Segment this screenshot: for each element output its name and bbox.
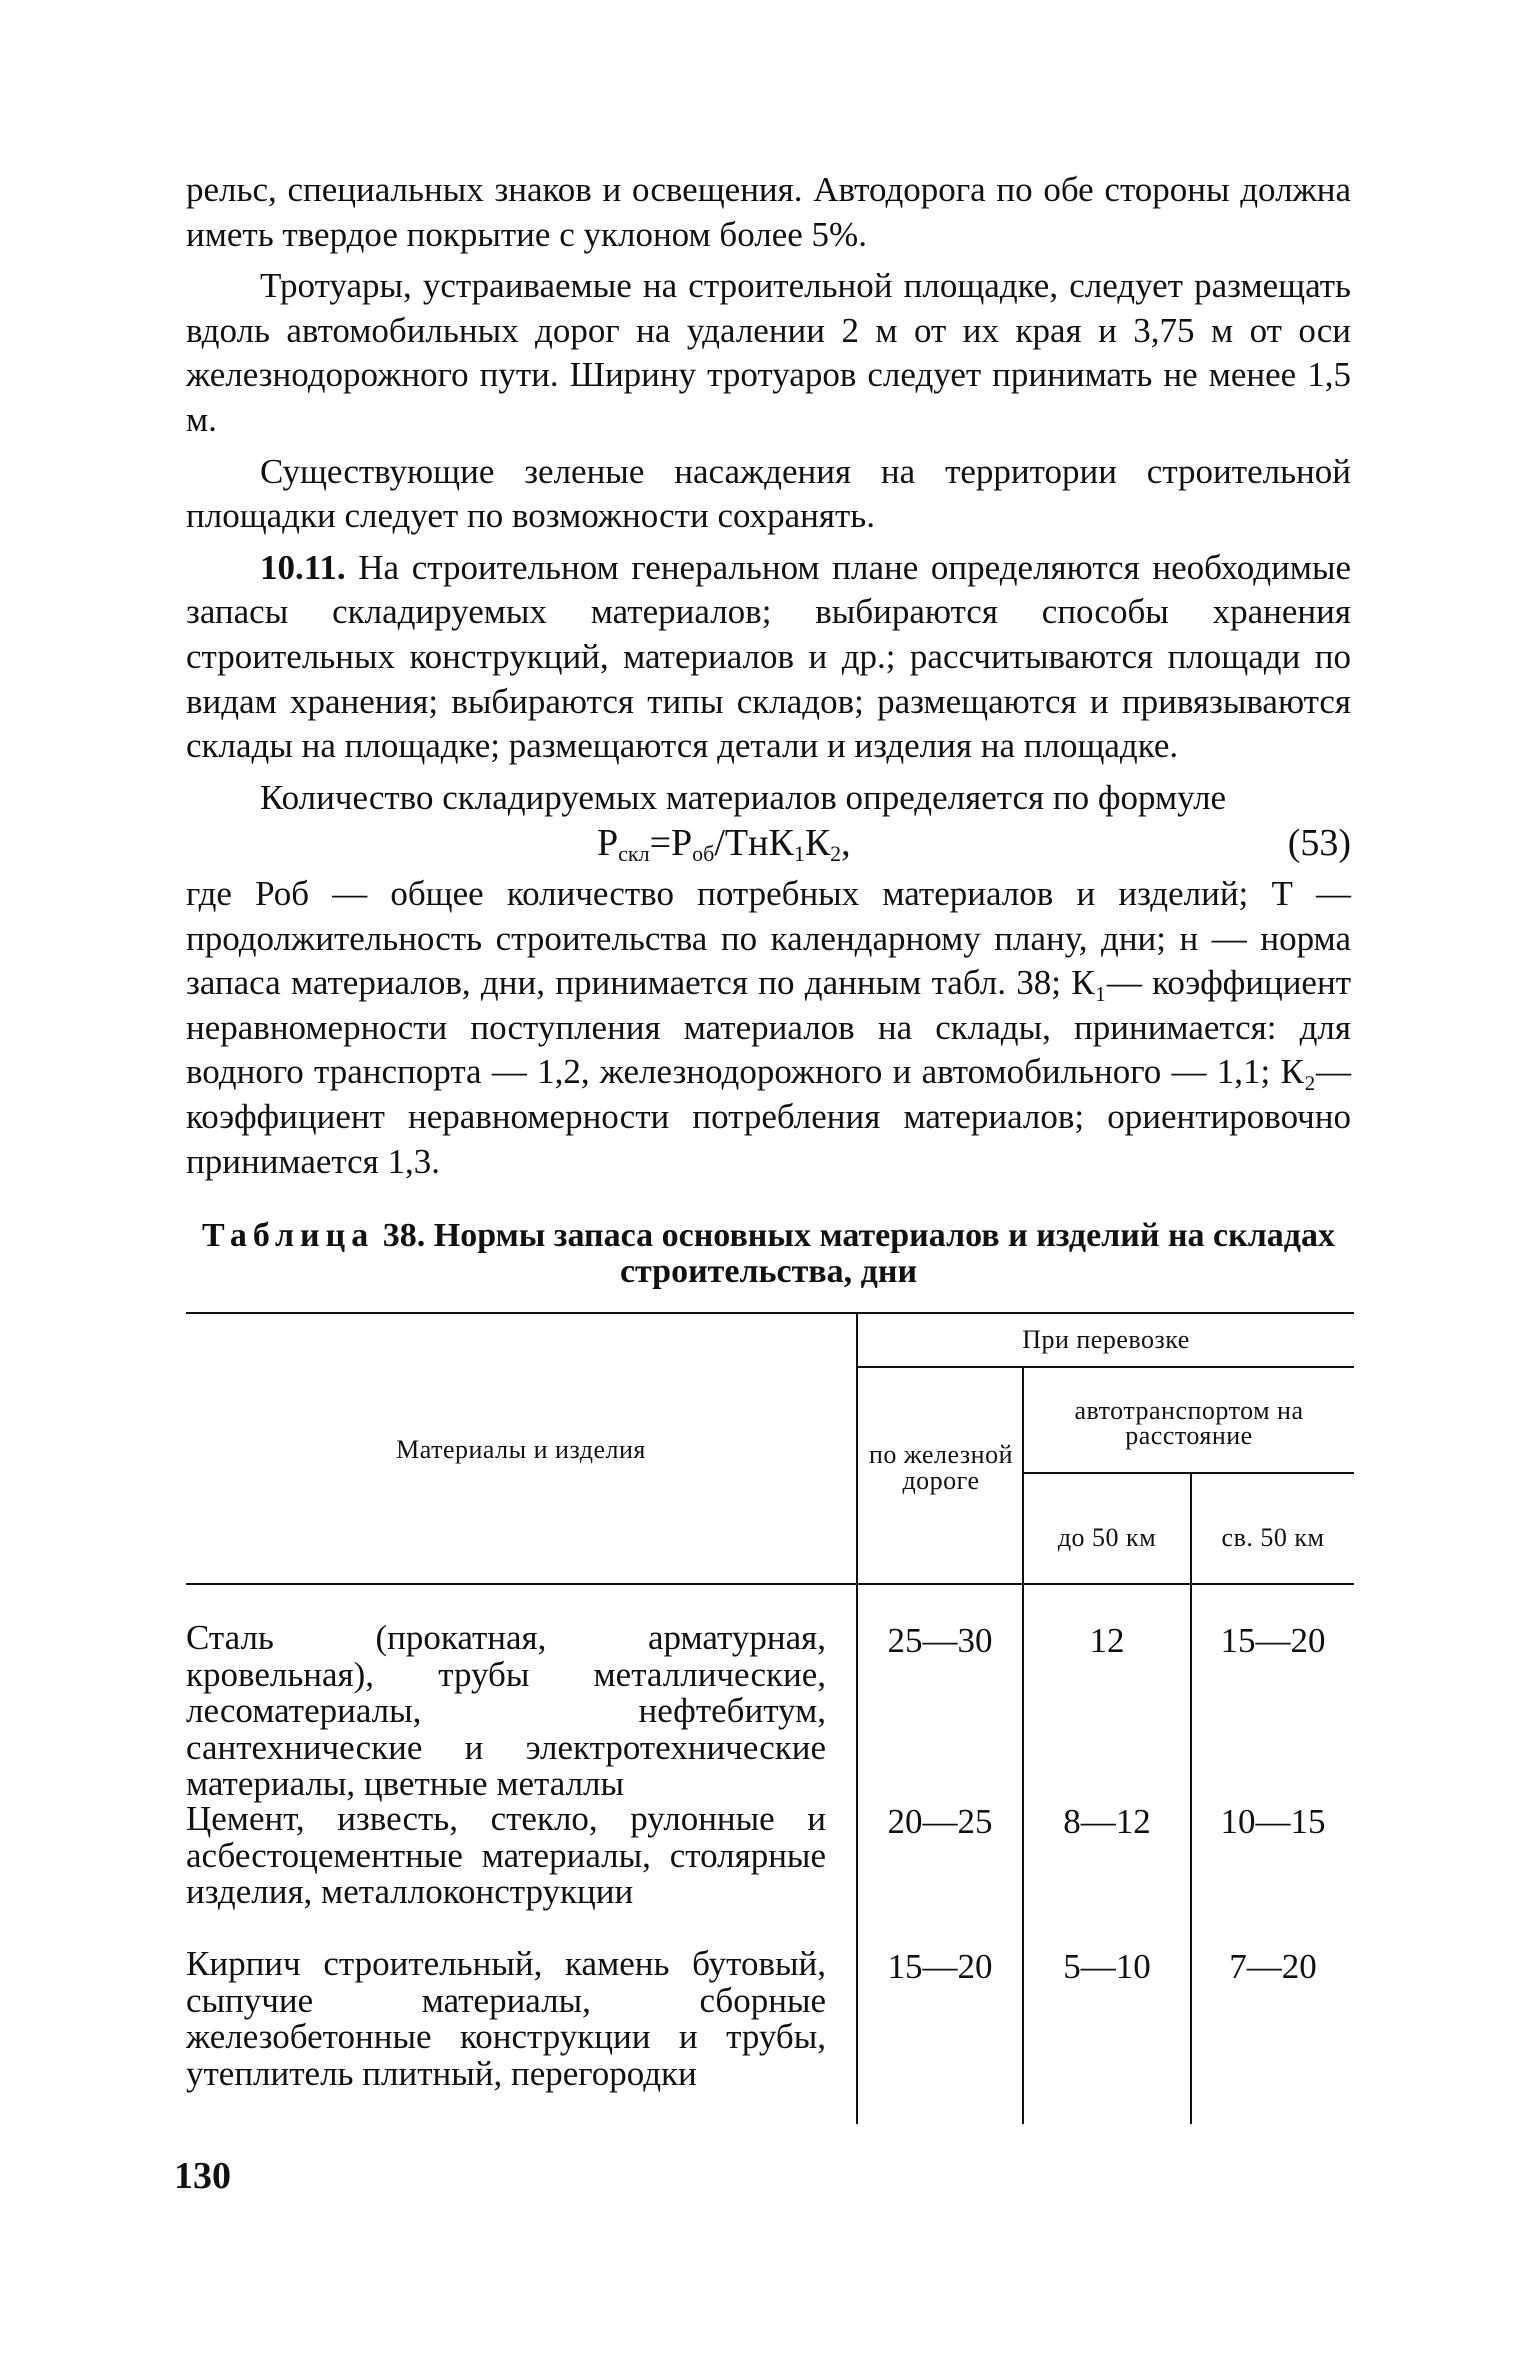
table-header-rule	[186, 1583, 1354, 1585]
paragraph-green-spaces: Существующие зеленые насаждения на территории строительной площадки следует по возможности сохранять.	[186, 451, 1351, 536]
formula: $P_{скл}=P_{об}/ТнК_1К_2$,	[597, 822, 851, 866]
section-number: 10.11.	[260, 547, 346, 587]
column-divider-3	[1190, 1472, 1192, 2124]
header-auto: автотранспортом на расстояние	[1074, 1396, 1304, 1450]
column-divider-1	[856, 1312, 858, 2124]
page-number: 130	[174, 2155, 231, 2197]
formula-explanation-block	[186, 872, 1351, 1184]
formula-line	[186, 818, 1351, 868]
row-3-over50: 7—20	[1229, 1947, 1317, 1986]
table-top-rule	[186, 1312, 1354, 1314]
header-to-50km: до 50 км	[1057, 1523, 1157, 1552]
row-1-to50: 12	[1089, 1621, 1125, 1660]
formula-number: (53)	[1287, 822, 1351, 864]
row-2-over50: 10—15	[1220, 1802, 1326, 1841]
row-1-rail: 25—30	[887, 1621, 993, 1660]
paragraph-continuation: рельс, специальных знаков и освещения. Автодорога по обе стороны должна иметь твердое покрытие с уклоном более 5%.	[186, 170, 1351, 254]
header-rail: по железной дороге	[868, 1440, 1013, 1495]
formula-explanation: где Роб — общее количество потребных материалов и изделий; Т — продолжительность строительства по календарному плану, дни; н — норма запаса материалов, дни, принимается по данным табл. 38; К₁— коэффициент неравномерности поступления материалов на склады, принимается: для водного транспорта — 1,2, железнодорожного и автомобильного — 1,1; К₂— коэффициент неравномерности потребления материалов; ориентировочно принимается 1,3.	[186, 874, 1351, 1181]
section-text: На строительном генеральном плане определяются необходимые запасы складируемых материалов; выбираются способы хранения строительных конструкций, материалов и др.; рассчитываются площади по видам хранения; выбираются типы складов; размещаются и привязываются склады на площадке; размещаются детали и изделия на площадке.	[186, 547, 1351, 766]
row-3-material: Кирпич строительный, камень бутовый, сыпучие материалы, сборные железобетонные конструкции и трубы, утеплитель плитный, перегородки	[186, 1944, 826, 2093]
row-2-to50: 8—12	[1063, 1802, 1151, 1841]
header-subrule-auto	[1024, 1472, 1354, 1474]
row-1-material: Сталь (прокатная, арматурная, кровельная), трубы металлические, лесоматериалы, нефтебитум, сантехнические и электротехнические материалы, цветные металлы	[186, 1618, 826, 1803]
header-materials: Материалы и изделия	[396, 1435, 646, 1464]
paragraph-formula-intro: Количество складируемых материалов определяется по формуле	[260, 777, 1227, 817]
header-subrule-transport	[858, 1366, 1354, 1368]
paragraph-section-10-11	[186, 546, 1351, 769]
norms-table	[186, 1312, 1354, 2124]
table-caption	[186, 1218, 1351, 1290]
body-text	[186, 168, 1351, 820]
table-caption-number: 38.	[382, 1217, 426, 1254]
header-transport: При перевозке	[1022, 1325, 1190, 1354]
row-2-material: Цемент, известь, стекло, рулонные и асбестоцементные материалы, столярные изделия, металлоконструкции	[186, 1799, 826, 1911]
column-divider-2	[1022, 1366, 1024, 2124]
table-caption-label: Таблица	[202, 1217, 375, 1254]
table-caption-text: Нормы запаса основных материалов и изделий на складах строительства, дни	[433, 1217, 1335, 1290]
paragraph-sidewalks: Тротуары, устраиваемые на строительной площадке, следует размещать вдоль автомобильных дорог на удалении 2 м от их края и 3,75 м от оси железнодорожного пути. Ширину тротуаров следует принимать не менее 1,5 м.	[186, 266, 1351, 439]
header-over-50km: св. 50 км	[1221, 1523, 1325, 1552]
row-1-over50: 15—20	[1220, 1621, 1326, 1660]
row-3-to50: 5—10	[1063, 1947, 1151, 1986]
row-2-rail: 20—25	[887, 1802, 993, 1841]
row-3-rail: 15—20	[887, 1947, 993, 1986]
